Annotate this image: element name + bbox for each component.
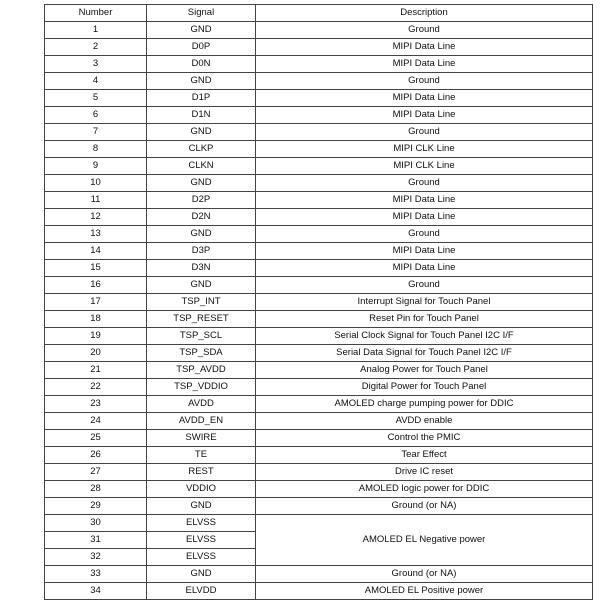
pin-description: Ground: [256, 175, 593, 192]
pin-number: 13: [45, 226, 147, 243]
table-row: [45, 413, 593, 430]
pin-number: 2: [45, 39, 147, 56]
table-row: [45, 481, 593, 498]
pin-description: AVDD enable: [256, 413, 593, 430]
pin-number: 26: [45, 447, 147, 464]
pin-signal: D3P: [147, 243, 256, 260]
pin-signal: ELVSS: [147, 549, 256, 566]
pin-description: Tear Effect: [256, 447, 593, 464]
pin-signal: TSP_INT: [147, 294, 256, 311]
table-row: [45, 22, 593, 39]
pin-number: 23: [45, 396, 147, 413]
pin-description: Ground: [256, 22, 593, 39]
table-row: [45, 209, 593, 226]
pin-number: 12: [45, 209, 147, 226]
pin-signal: TSP_SCL: [147, 328, 256, 345]
pin-number: 5: [45, 90, 147, 107]
pin-signal: GND: [147, 498, 256, 515]
table-row: [45, 192, 593, 209]
pin-signal: AVDD: [147, 396, 256, 413]
pin-description: Ground: [256, 124, 593, 141]
pin-number: 7: [45, 124, 147, 141]
pin-signal: AVDD_EN: [147, 413, 256, 430]
pin-number: 11: [45, 192, 147, 209]
pin-number: 28: [45, 481, 147, 498]
pin-number: 10: [45, 175, 147, 192]
pin-number: 3: [45, 56, 147, 73]
pin-number: 15: [45, 260, 147, 277]
pin-number: 27: [45, 464, 147, 481]
pin-number: 33: [45, 566, 147, 583]
table-row: [45, 90, 593, 107]
pin-description: MIPI Data Line: [256, 209, 593, 226]
pin-description: Ground: [256, 277, 593, 294]
pin-description: Reset Pin for Touch Panel: [256, 311, 593, 328]
pin-signal: D0P: [147, 39, 256, 56]
header-description: Description: [256, 5, 593, 22]
pin-description: Digital Power for Touch Panel: [256, 379, 593, 396]
header-signal: Signal: [147, 5, 256, 22]
pin-signal: D2N: [147, 209, 256, 226]
table-row: [45, 56, 593, 73]
table-row: [45, 447, 593, 464]
table-row: [45, 73, 593, 90]
pin-signal: TSP_RESET: [147, 311, 256, 328]
pin-signal: SWIRE: [147, 430, 256, 447]
table-row: [45, 226, 593, 243]
pin-description: Analog Power for Touch Panel: [256, 362, 593, 379]
table-row: [45, 39, 593, 56]
pin-description: Control the PMIC: [256, 430, 593, 447]
pin-table-body: [45, 22, 593, 600]
table-row: [45, 124, 593, 141]
pin-signal: D0N: [147, 56, 256, 73]
pin-number: 16: [45, 277, 147, 294]
pin-number: 17: [45, 294, 147, 311]
pin-signal: D2P: [147, 192, 256, 209]
pin-signal: ELVSS: [147, 515, 256, 532]
table-row: [45, 430, 593, 447]
pin-description: MIPI Data Line: [256, 260, 593, 277]
pin-description: Ground: [256, 73, 593, 90]
pin-signal: D1N: [147, 107, 256, 124]
table-row: [45, 107, 593, 124]
pin-description: MIPI CLK Line: [256, 158, 593, 175]
table-row: [45, 362, 593, 379]
pin-number: 32: [45, 549, 147, 566]
pin-signal: GND: [147, 566, 256, 583]
pin-description: MIPI CLK Line: [256, 141, 593, 158]
pin-number: 18: [45, 311, 147, 328]
table-row: [45, 379, 593, 396]
pin-description: Ground (or NA): [256, 498, 593, 515]
pin-number: 22: [45, 379, 147, 396]
pin-description: Ground (or NA): [256, 566, 593, 583]
pin-description-merged: AMOLED EL Negative power: [256, 515, 593, 566]
pin-number: 20: [45, 345, 147, 362]
pin-description: AMOLED charge pumping power for DDIC: [256, 396, 593, 413]
pin-number: 29: [45, 498, 147, 515]
table-row: [45, 243, 593, 260]
pin-number: 30: [45, 515, 147, 532]
pin-signal: TE: [147, 447, 256, 464]
pin-number: 6: [45, 107, 147, 124]
table-row: [45, 158, 593, 175]
pin-description: MIPI Data Line: [256, 39, 593, 56]
pin-signal: REST: [147, 464, 256, 481]
pin-signal: GND: [147, 277, 256, 294]
pin-description: Ground: [256, 226, 593, 243]
pin-signal: TSP_VDDIO: [147, 379, 256, 396]
pin-signal: ELVSS: [147, 532, 256, 549]
pin-signal: D1P: [147, 90, 256, 107]
table-row: [45, 515, 593, 532]
pin-signal: GND: [147, 22, 256, 39]
table-row: [45, 583, 593, 600]
header-number: Number: [45, 5, 147, 22]
pin-number: 19: [45, 328, 147, 345]
pin-description: MIPI Data Line: [256, 56, 593, 73]
pin-description: Serial Data Signal for Touch Panel I2C I/F: [256, 345, 593, 362]
table-row: [45, 328, 593, 345]
pin-number: 24: [45, 413, 147, 430]
pin-signal: VDDIO: [147, 481, 256, 498]
table-row: [45, 277, 593, 294]
pin-signal: ELVDD: [147, 583, 256, 600]
table-row: [45, 311, 593, 328]
pin-number: 34: [45, 583, 147, 600]
pin-number: 4: [45, 73, 147, 90]
pin-signal: CLKP: [147, 141, 256, 158]
pin-description: Serial Clock Signal for Touch Panel I2C I/F: [256, 328, 593, 345]
pin-signal: D3N: [147, 260, 256, 277]
table-row: [45, 260, 593, 277]
pin-number: 25: [45, 430, 147, 447]
table-row: [45, 498, 593, 515]
pin-description: Drive IC reset: [256, 464, 593, 481]
pin-number: 21: [45, 362, 147, 379]
pin-number: 1: [45, 22, 147, 39]
pin-definition-table: [44, 4, 593, 600]
pin-description: AMOLED EL Positive power: [256, 583, 593, 600]
table-row: [45, 396, 593, 413]
pin-description: MIPI Data Line: [256, 192, 593, 209]
pin-signal: GND: [147, 124, 256, 141]
pin-signal: GND: [147, 226, 256, 243]
table-row: [45, 566, 593, 583]
pin-description: MIPI Data Line: [256, 90, 593, 107]
pin-description: AMOLED logic power for DDIC: [256, 481, 593, 498]
pin-signal: GND: [147, 175, 256, 192]
table-row: [45, 141, 593, 158]
pin-description: Interrupt Signal for Touch Panel: [256, 294, 593, 311]
pin-signal: TSP_AVDD: [147, 362, 256, 379]
pin-description: MIPI Data Line: [256, 243, 593, 260]
table-row: [45, 345, 593, 362]
header-row: [45, 5, 593, 22]
table-row: [45, 294, 593, 311]
pin-number: 8: [45, 141, 147, 158]
pin-signal: GND: [147, 73, 256, 90]
pin-number: 31: [45, 532, 147, 549]
pin-signal: CLKN: [147, 158, 256, 175]
table-row: [45, 175, 593, 192]
pin-number: 9: [45, 158, 147, 175]
table-row: [45, 464, 593, 481]
pin-number: 14: [45, 243, 147, 260]
pin-description: MIPI Data Line: [256, 107, 593, 124]
pin-signal: TSP_SDA: [147, 345, 256, 362]
